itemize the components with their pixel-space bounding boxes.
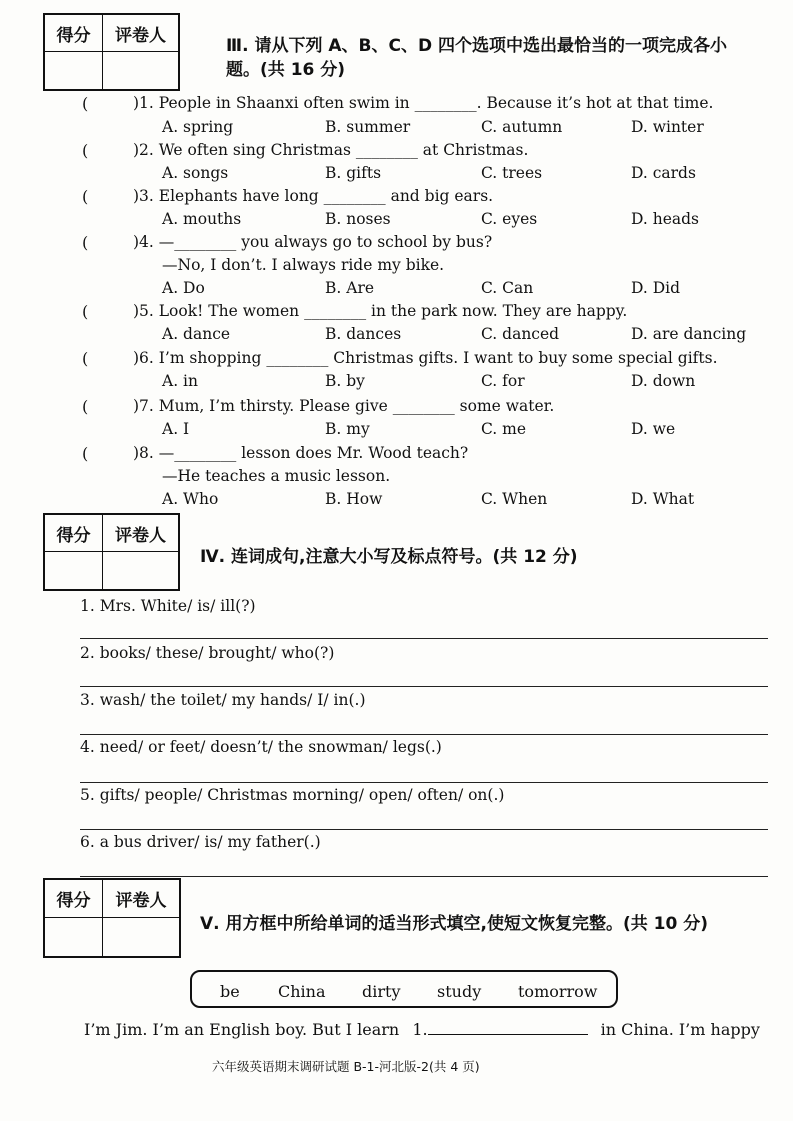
q7-option-c: C. me xyxy=(481,420,527,438)
q3-option-d: D. heads xyxy=(631,210,700,228)
q6-option-a: A. in xyxy=(162,372,198,390)
q1-option-b: B. summer xyxy=(325,118,411,136)
passage-line xyxy=(84,1020,760,1039)
q1-option-d: D. winter xyxy=(631,118,704,136)
section3-title-line2: 题。(共 16 分) xyxy=(226,60,346,80)
sentence-item-3: 3. wash/ the toilet/ my hands/ I/ in(.) xyxy=(80,691,366,709)
question-8-response: —He teaches a music lesson. xyxy=(162,467,391,485)
answer-paren-4[interactable]: ( xyxy=(82,233,89,252)
score-box-3 xyxy=(43,13,180,91)
q2-option-c: C. trees xyxy=(481,164,543,182)
answer-line-5[interactable] xyxy=(80,829,768,830)
grader-label: 评卷人 xyxy=(103,515,178,552)
q6-option-b: B. by xyxy=(325,372,365,390)
sentence-item-6: 6. a bus driver/ is/ my father(.) xyxy=(80,833,321,851)
q2-option-a: A. songs xyxy=(162,164,229,182)
question-7-stem: )7. Mum, I’m thirsty. Please give ________ some water. xyxy=(133,397,555,415)
q5-option-b: B. dances xyxy=(325,325,402,343)
passage-text-start: I’m Jim. I’m an English boy. But I learn xyxy=(84,1020,400,1039)
answer-paren-8[interactable]: ( xyxy=(82,444,89,463)
question-8-stem: )8. —________ lesson does Mr. Wood teach? xyxy=(133,444,469,462)
q7-option-a: A. I xyxy=(162,420,190,438)
word-bank-box xyxy=(190,970,618,1008)
answer-line-6[interactable] xyxy=(80,876,768,877)
question-2-stem: )2. We often sing Christmas ________ at Christmas. xyxy=(133,141,529,159)
score-box-4 xyxy=(43,513,180,591)
q4-option-b: B. Are xyxy=(325,279,375,297)
q6-option-d: D. down xyxy=(631,372,696,390)
question-3-stem: )3. Elephants have long ________ and big ears. xyxy=(133,187,494,205)
q5-option-d: D. are dancing xyxy=(631,325,747,343)
score-cell[interactable] xyxy=(45,918,103,956)
q4-option-c: C. Can xyxy=(481,279,534,297)
sentence-item-5: 5. gifts/ people/ Christmas morning/ open/ often/ on(.) xyxy=(80,786,505,804)
section4-title: Ⅳ. 连词成句,注意大小写及标点符号。(共 12 分) xyxy=(200,547,578,567)
sentence-item-2: 2. books/ these/ brought/ who(?) xyxy=(80,644,335,662)
q2-option-d: D. cards xyxy=(631,164,696,182)
passage-text-end: in China. I’m happy xyxy=(600,1020,760,1039)
answer-paren-5[interactable]: ( xyxy=(82,302,89,321)
answer-line-1[interactable] xyxy=(80,638,768,639)
word-bank-word: China xyxy=(278,982,326,1001)
section3-title-line1: Ⅲ. 请从下列 A、B、C、D 四个选项中选出最恰当的一项完成各小 xyxy=(226,36,727,56)
q8-option-a: A. Who xyxy=(162,490,219,508)
answer-line-4[interactable] xyxy=(80,782,768,783)
q7-option-b: B. my xyxy=(325,420,370,438)
q2-option-b: B. gifts xyxy=(325,164,382,182)
answer-paren-2[interactable]: ( xyxy=(82,141,89,160)
score-cell[interactable] xyxy=(45,52,103,89)
q3-option-a: A. mouths xyxy=(162,210,242,228)
q4-option-a: A. Do xyxy=(162,279,205,297)
grader-label: 评卷人 xyxy=(103,880,179,918)
q8-option-b: B. How xyxy=(325,490,383,508)
grader-label: 评卷人 xyxy=(103,15,178,52)
q6-option-c: C. for xyxy=(481,372,525,390)
question-1-stem: )1. People in Shaanxi often swim in ________. Because it’s hot at that time. xyxy=(133,94,714,112)
section5-title: Ⅴ. 用方框中所给单词的适当形式填空,使短文恢复完整。(共 10 分) xyxy=(200,914,709,934)
q5-option-c: C. danced xyxy=(481,325,560,343)
answer-line-3[interactable] xyxy=(80,734,768,735)
score-box-5 xyxy=(43,878,181,958)
word-bank-word: tomorrow xyxy=(518,982,598,1001)
score-label: 得分 xyxy=(45,880,103,918)
page-footer: 六年级英语期末调研试题 B-1-河北版-2(共 4 页) xyxy=(212,1059,480,1074)
question-5-stem: )5. Look! The women ________ in the park now. They are happy. xyxy=(133,302,628,320)
answer-paren-3[interactable]: ( xyxy=(82,187,89,206)
q4-option-d: D. Did xyxy=(631,279,681,297)
q8-option-d: D. What xyxy=(631,490,695,508)
question-6-stem: )6. I’m shopping ________ Christmas gifts. I want to buy some special gifts. xyxy=(133,349,718,367)
blank-number-1: 1. xyxy=(412,1020,428,1039)
question-4-stem: )4. —________ you always go to school by bus? xyxy=(133,233,493,251)
q8-option-c: C. When xyxy=(481,490,548,508)
sentence-item-4: 4. need/ or feet/ doesn’t/ the snowman/ legs(.) xyxy=(80,738,442,756)
q7-option-d: D. we xyxy=(631,420,676,438)
word-bank-word: dirty xyxy=(362,982,401,1001)
sentence-item-1: 1. Mrs. White/ is/ ill(?) xyxy=(80,597,256,615)
answer-paren-6[interactable]: ( xyxy=(82,349,89,368)
grader-cell[interactable] xyxy=(103,52,178,89)
question-4-response: —No, I don’t. I always ride my bike. xyxy=(162,256,445,274)
grader-cell[interactable] xyxy=(103,918,179,956)
q3-option-b: B. noses xyxy=(325,210,391,228)
answer-paren-1[interactable]: ( xyxy=(82,94,89,113)
answer-paren-7[interactable]: ( xyxy=(82,397,89,416)
blank-1[interactable] xyxy=(428,1020,588,1035)
q5-option-a: A. dance xyxy=(162,325,231,343)
q1-option-c: C. autumn xyxy=(481,118,563,136)
word-bank-word: study xyxy=(437,982,482,1001)
score-label: 得分 xyxy=(45,15,103,52)
score-cell[interactable] xyxy=(45,552,103,589)
grader-cell[interactable] xyxy=(103,552,178,589)
q1-option-a: A. spring xyxy=(162,118,234,136)
q3-option-c: C. eyes xyxy=(481,210,538,228)
score-label: 得分 xyxy=(45,515,103,552)
word-bank-word: be xyxy=(220,982,240,1001)
answer-line-2[interactable] xyxy=(80,686,768,687)
